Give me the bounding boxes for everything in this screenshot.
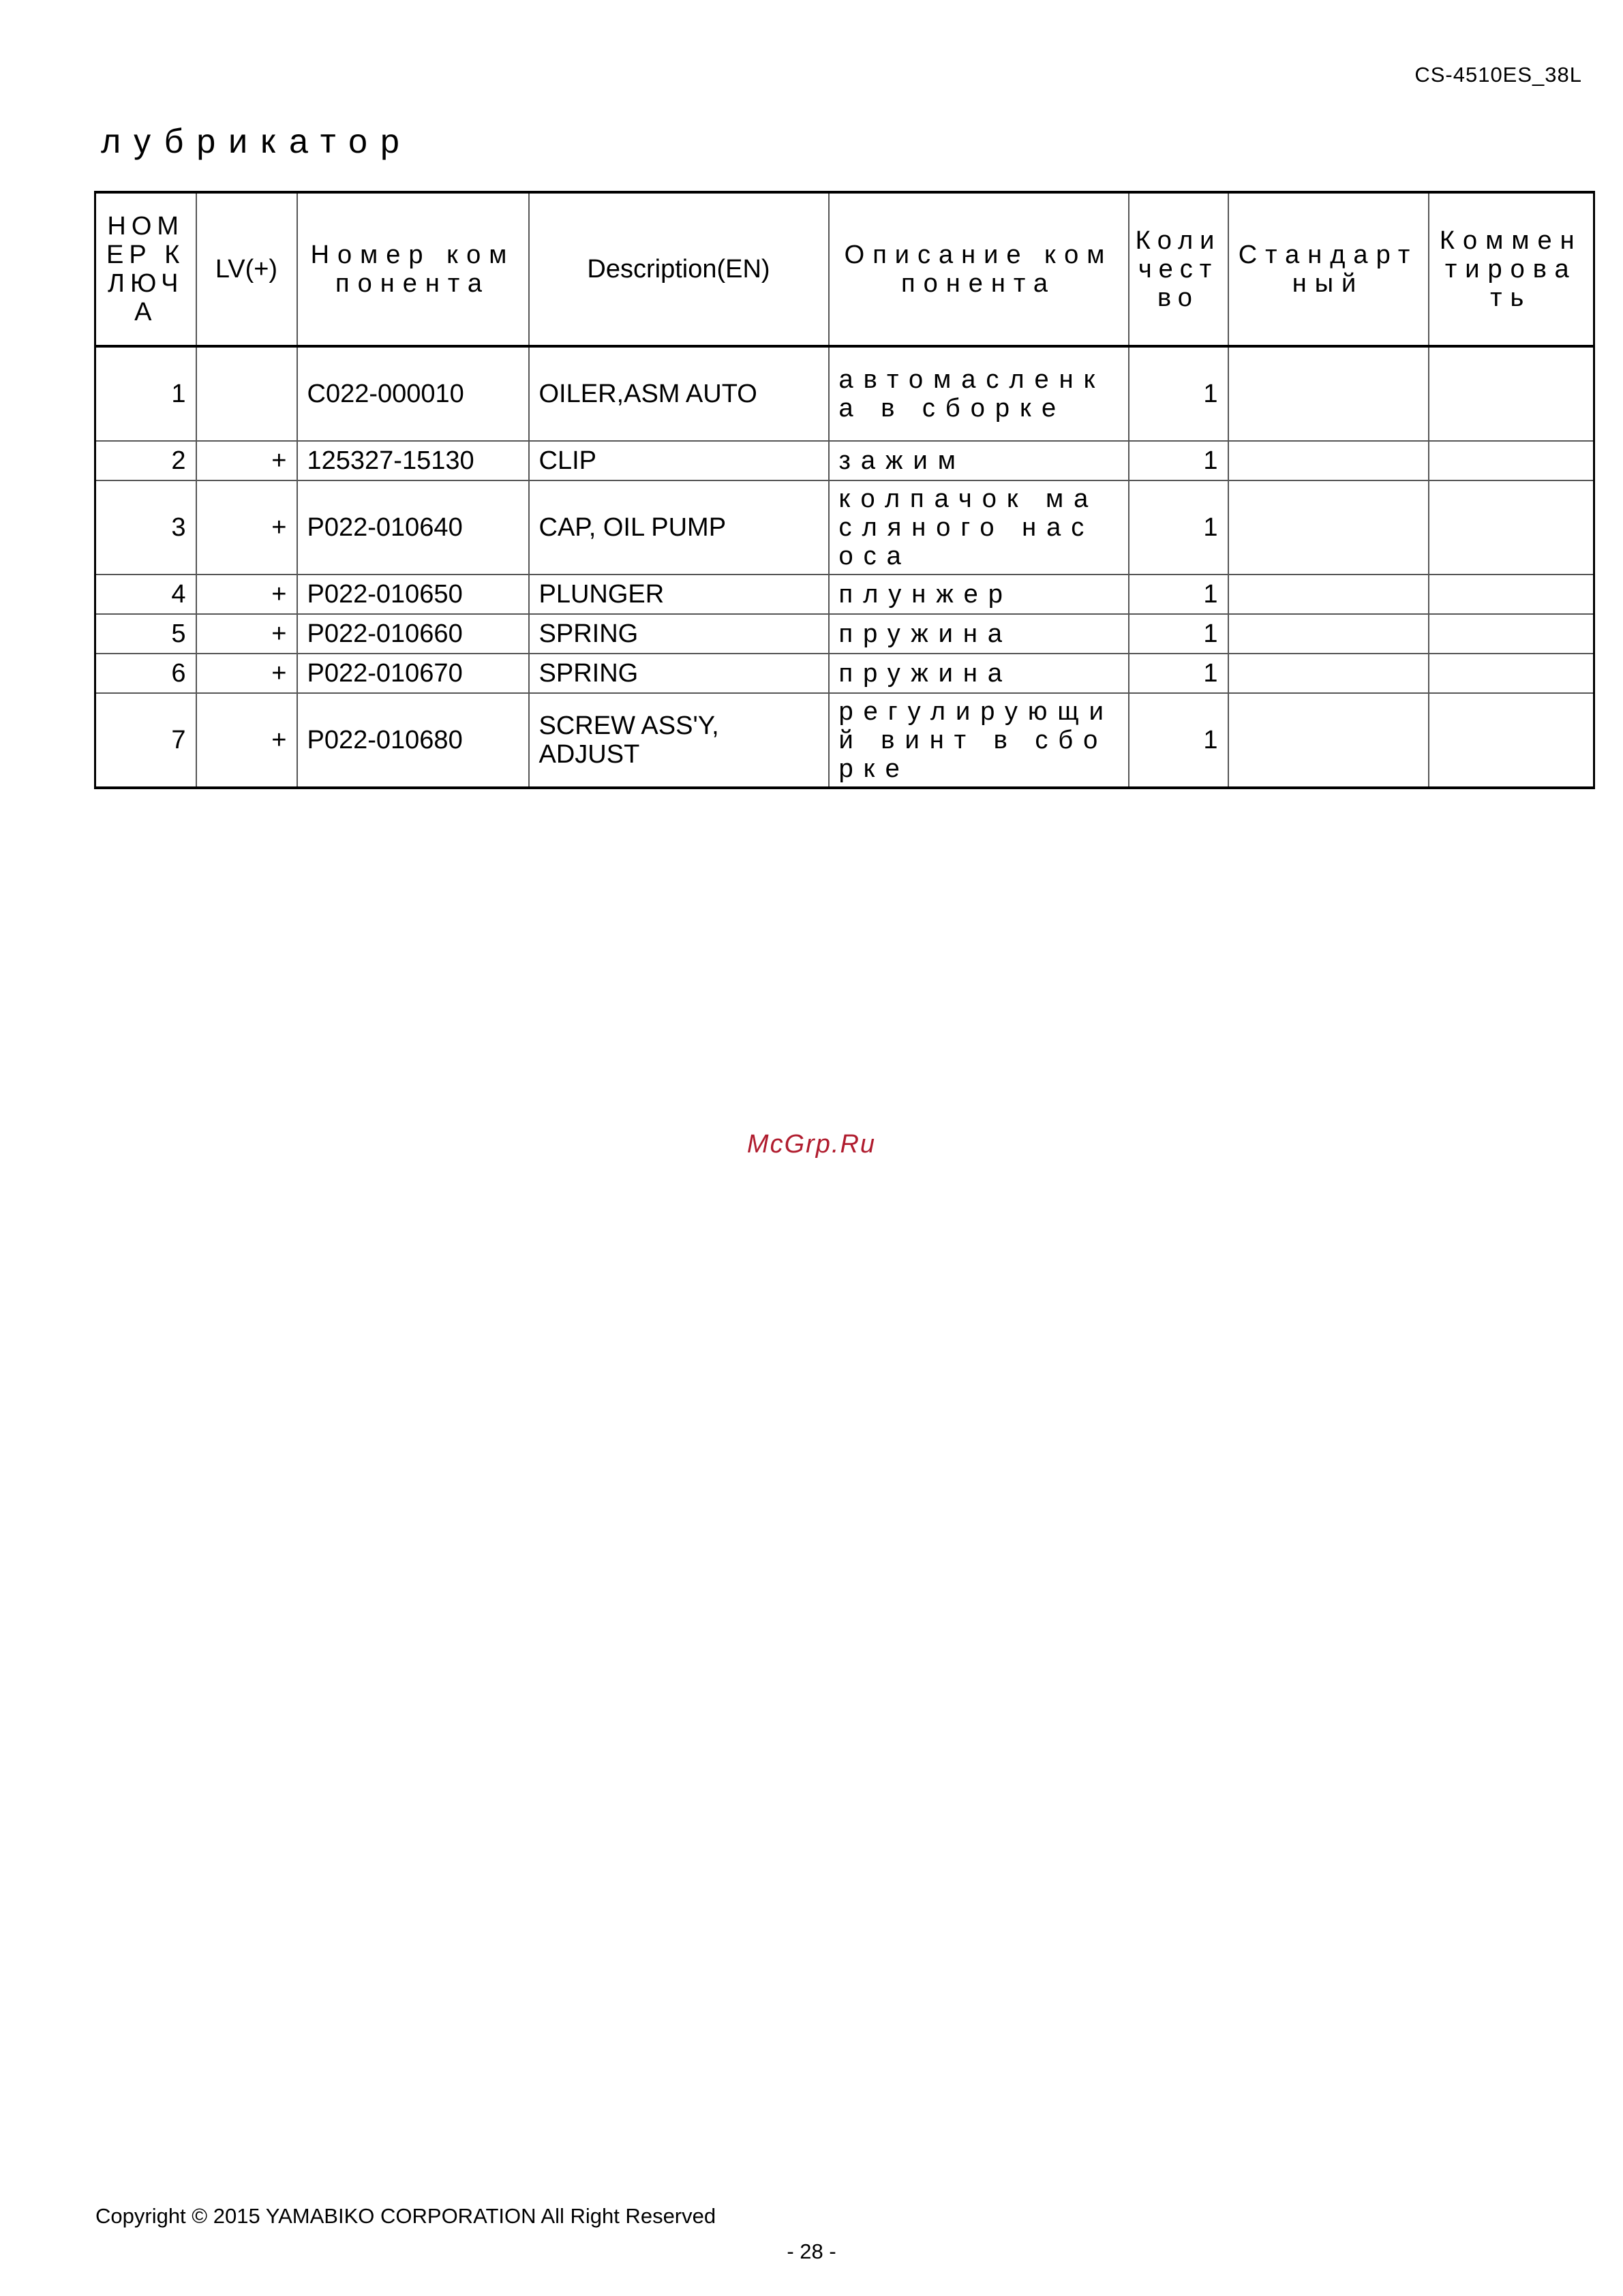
cell-qty: 1: [1129, 654, 1228, 693]
cell-desc-ru: зажим: [829, 441, 1129, 480]
table-row: [95, 614, 1594, 654]
cell-desc-en: CAP, OIL PUMP: [529, 480, 829, 575]
table-row: [95, 575, 1594, 614]
cell-lv: +: [196, 614, 297, 654]
page-title: лубрикатор: [101, 122, 412, 160]
table-row: [95, 346, 1594, 441]
cell-standard: [1228, 441, 1429, 480]
cell-desc-en: PLUNGER: [529, 575, 829, 614]
watermark: McGrp.Ru: [746, 1130, 877, 1159]
cell-qty: 1: [1129, 614, 1228, 654]
cell-desc-en: SCREW ASS'Y, ADJUST: [529, 693, 829, 788]
page-number: - 28 -: [787, 2239, 836, 2263]
cell-key: 5: [95, 614, 196, 654]
cell-lv: +: [196, 693, 297, 788]
cell-qty: 1: [1129, 346, 1228, 441]
cell-desc-ru: колпачок масляного насоса: [829, 480, 1129, 575]
cell-standard: [1228, 480, 1429, 575]
table-row: [95, 654, 1594, 693]
header-standard: Стандартный: [1228, 192, 1429, 346]
cell-part-no: P022-010650: [297, 575, 529, 614]
cell-lv: +: [196, 441, 297, 480]
parts-table: [94, 191, 1595, 789]
cell-part-no: P022-010670: [297, 654, 529, 693]
document-code: CS-4510ES_38L: [1414, 63, 1582, 87]
cell-key: 4: [95, 575, 196, 614]
cell-key: 2: [95, 441, 196, 480]
cell-qty: 1: [1129, 480, 1228, 575]
header-comment: Комментировать: [1429, 192, 1594, 346]
cell-part-no: P022-010660: [297, 614, 529, 654]
cell-comment: [1429, 654, 1594, 693]
cell-desc-ru: автомасленка в сборке: [829, 346, 1129, 441]
cell-qty: 1: [1129, 693, 1228, 788]
cell-lv: [196, 346, 297, 441]
cell-comment: [1429, 693, 1594, 788]
cell-comment: [1429, 346, 1594, 441]
copyright-notice: Copyright © 2015 YAMABIKO CORPORATION All Right Reserved: [95, 2204, 716, 2228]
cell-comment: [1429, 614, 1594, 654]
cell-part-no: P022-010680: [297, 693, 529, 788]
header-part-no: Номер компонента: [297, 192, 529, 346]
cell-lv: +: [196, 654, 297, 693]
header-qty: Количество: [1129, 192, 1228, 346]
cell-key: 7: [95, 693, 196, 788]
cell-comment: [1429, 575, 1594, 614]
cell-desc-en: CLIP: [529, 441, 829, 480]
cell-lv: +: [196, 575, 297, 614]
table-header-row: [95, 192, 1594, 346]
cell-desc-en: OILER,ASM AUTO: [529, 346, 829, 441]
header-desc-en: Description(EN): [529, 192, 829, 346]
cell-key: 6: [95, 654, 196, 693]
cell-desc-ru: регулирующий винт в сборке: [829, 693, 1129, 788]
table-row: [95, 441, 1594, 480]
cell-qty: 1: [1129, 575, 1228, 614]
cell-desc-ru: пружина: [829, 654, 1129, 693]
cell-desc-ru: пружина: [829, 614, 1129, 654]
cell-desc-en: SPRING: [529, 614, 829, 654]
cell-comment: [1429, 441, 1594, 480]
cell-standard: [1228, 693, 1429, 788]
cell-standard: [1228, 654, 1429, 693]
cell-standard: [1228, 346, 1429, 441]
cell-key: 1: [95, 346, 196, 441]
cell-standard: [1228, 614, 1429, 654]
cell-part-no: C022-000010: [297, 346, 529, 441]
cell-desc-ru: плунжер: [829, 575, 1129, 614]
cell-part-no: P022-010640: [297, 480, 529, 575]
header-lv: LV(+): [196, 192, 297, 346]
table-row: [95, 480, 1594, 575]
header-key-no: НОМЕР КЛЮЧА: [95, 192, 196, 346]
table-row: [95, 693, 1594, 788]
cell-key: 3: [95, 480, 196, 575]
cell-desc-en: SPRING: [529, 654, 829, 693]
cell-part-no: 125327-15130: [297, 441, 529, 480]
cell-comment: [1429, 480, 1594, 575]
cell-lv: +: [196, 480, 297, 575]
cell-qty: 1: [1129, 441, 1228, 480]
cell-standard: [1228, 575, 1429, 614]
header-desc-ru: Описание компонента: [829, 192, 1129, 346]
